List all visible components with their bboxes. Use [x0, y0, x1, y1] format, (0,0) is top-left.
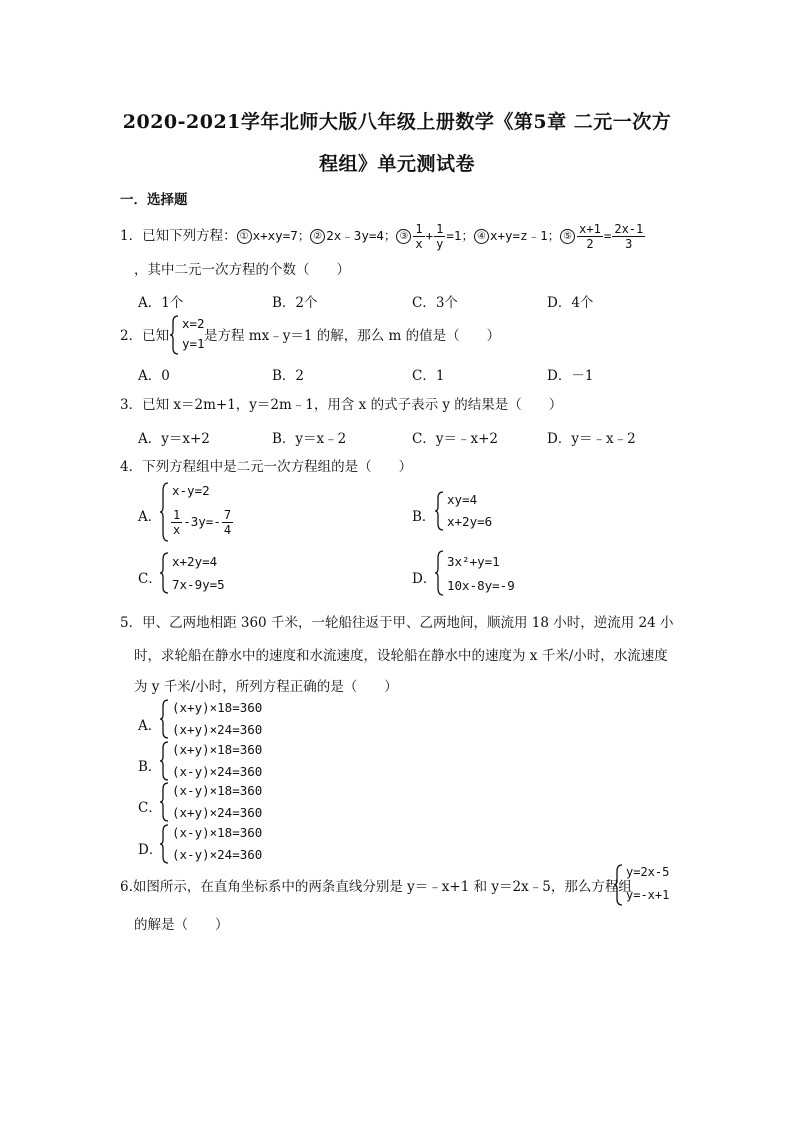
q4-option-d-label[interactable]: D． — [412, 571, 437, 587]
q3-option-a[interactable]: A．y＝x+2 — [138, 431, 210, 447]
q2-sys-eq1: x=2 — [182, 316, 205, 331]
q5-d-eq1: (x-y)×18=360 — [172, 825, 263, 840]
q1-frac-2x1-3: $\frac{2x-1}{3}$ — [614, 222, 644, 251]
q2-option-c[interactable]: C．1 — [412, 368, 445, 384]
q5-line3: 为 y 千米/小时，所列方程正确的是（ ） — [134, 679, 398, 695]
brace-icon — [435, 549, 445, 597]
q1-frac-1x: $\frac{1}{x}$ — [415, 222, 423, 251]
q5-line2: 时，求轮船在静水中的速度和水流速度，设轮船在静水中的速度为 x 千米/小时，水流速度 — [134, 648, 668, 664]
q4-option-d-system[interactable] — [435, 549, 555, 597]
q5-c-eq2: (x+y)×24=360 — [172, 805, 263, 820]
q5-a-eq1: (x+y)×18=360 — [172, 700, 263, 715]
q1-eq1: x+xy=7； — [252, 228, 311, 243]
q4-b-eq2: x+2y=6 — [447, 514, 493, 529]
q4-d-eq1: 3x²+y=1 — [447, 554, 500, 569]
q5-option-c-label[interactable]: C． — [138, 800, 162, 816]
q2-prefix: 2．已知 — [120, 328, 170, 344]
q3-option-d[interactable]: D．y＝﹣x﹣2 — [547, 431, 636, 447]
q4-option-a-label[interactable]: A． — [138, 509, 162, 525]
q4-d-eq2: 10x-8y=-9 — [447, 578, 515, 593]
page-title-line1: 2020-2021学年北师大版八年级上册数学《第5章 二元一次方 — [122, 111, 672, 133]
q6-sys-eq1: y=2x-5 — [626, 865, 670, 879]
question-1 — [120, 222, 646, 251]
circled-3-icon: ③ — [396, 229, 411, 244]
q1-plus: + — [425, 228, 434, 243]
q1-eq4: x+y=z﹣1； — [489, 228, 561, 243]
q4-b-eq1: xy=4 — [447, 492, 478, 507]
brace-icon — [160, 698, 170, 740]
brace-icon — [160, 781, 170, 823]
q5-a-eq2: (x+y)×24=360 — [172, 722, 263, 737]
q2-option-a[interactable]: A．0 — [138, 368, 170, 384]
q4-option-a-system[interactable] — [160, 481, 270, 543]
page-title-line2: 程组》单元测试卷 — [318, 153, 475, 175]
brace-icon — [160, 740, 170, 782]
q1-eq2: 2x﹣3y=4； — [326, 228, 397, 243]
q4-option-c-system[interactable] — [160, 551, 260, 595]
section-heading: 一．选择题 — [120, 192, 188, 208]
circled-5-icon: ⑤ — [560, 229, 575, 244]
q4-option-c-label[interactable]: C． — [138, 571, 162, 587]
q6-line1: 6.如图所示，在直角坐标系中的两条直线分别是 y＝﹣x+1 和 y＝2x﹣5，那么方程组 — [120, 879, 632, 895]
q1-prefix: 1．已知下列方程： — [120, 228, 237, 244]
brace-icon — [170, 314, 180, 356]
q3-option-c[interactable]: C．y＝﹣x+2 — [412, 431, 498, 447]
q5-option-a-system[interactable] — [160, 698, 300, 740]
q5-option-b-system[interactable] — [160, 740, 300, 782]
q5-option-c-system[interactable] — [160, 781, 300, 823]
circled-1-icon: ① — [237, 229, 252, 244]
circled-2-icon: ② — [310, 229, 325, 244]
q4-option-b-label[interactable]: B． — [412, 509, 436, 525]
brace-icon — [160, 551, 170, 595]
q1-frac-1y: $\frac{1}{y}$ — [436, 222, 444, 251]
brace-icon — [160, 481, 170, 543]
q5-option-d-system[interactable] — [160, 823, 300, 865]
brace-icon — [435, 490, 445, 532]
brace-icon — [614, 863, 624, 907]
q5-option-b-label[interactable]: B． — [138, 759, 162, 775]
q2-sys-eq2: y=1 — [182, 336, 205, 351]
brace-icon — [160, 823, 170, 865]
q1-option-c[interactable]: C．3个 — [412, 295, 458, 311]
q4-option-b-system[interactable] — [435, 490, 525, 532]
q1-option-a[interactable]: A．1个 — [138, 295, 184, 311]
q2-text: 是方程 mx﹣y＝1 的解，那么 m 的值是（ ） — [204, 328, 501, 344]
q5-option-d-label[interactable]: D． — [138, 842, 163, 858]
q5-d-eq2: (x-y)×24=360 — [172, 847, 263, 862]
q5-c-eq1: (x-y)×18=360 — [172, 783, 263, 798]
q4-a-eq1: x-y=2 — [172, 483, 210, 498]
q6-sys-eq2: y=-x+1 — [626, 888, 670, 902]
q1-frac-x1-2: $\frac{x+1}{2}$ — [579, 222, 601, 251]
q6-line2: 的解是（ ） — [134, 917, 229, 933]
q2-option-b[interactable]: B．2 — [272, 368, 305, 384]
q4-c-eq2: 7x-9y=5 — [172, 577, 225, 592]
q5-option-a-label[interactable]: A． — [138, 718, 162, 734]
q5-b-eq1: (x+y)×18=360 — [172, 742, 263, 757]
q4-a-eq2: $\frac{1}{x}$ -3y=- $\frac{7}{4}$ — [173, 508, 232, 537]
q5-b-eq2: (x-y)×24=360 — [172, 764, 263, 779]
q4-c-eq1: x+2y=4 — [172, 554, 218, 569]
q1-option-d[interactable]: D．4个 — [547, 295, 594, 311]
q3-option-b[interactable]: B．y＝x﹣2 — [272, 431, 347, 447]
q3-text: 3．已知 x＝2m+1，y＝2m﹣1，用含 x 的式子表示 y 的结果是（ ） — [120, 397, 563, 413]
q1-eq5-equals: = — [603, 228, 612, 243]
q6-system — [614, 863, 694, 907]
q5-line1: 5．甲、乙两地相距 360 千米，一轮船往返于甲、乙两地间，顺流用 18 小时，逆流用 24 小 — [120, 615, 674, 631]
q1-option-b[interactable]: B．2个 — [272, 295, 318, 311]
q2-option-d[interactable]: D．－1 — [547, 368, 594, 384]
q1-eq3-tail: =1； — [446, 228, 474, 243]
q1-line2: ，其中二元一次方程的个数（ ） — [134, 262, 350, 278]
circled-4-icon: ④ — [474, 229, 489, 244]
q4-text: 4．下列方程组中是二元一次方程组的是（ ） — [120, 459, 413, 475]
